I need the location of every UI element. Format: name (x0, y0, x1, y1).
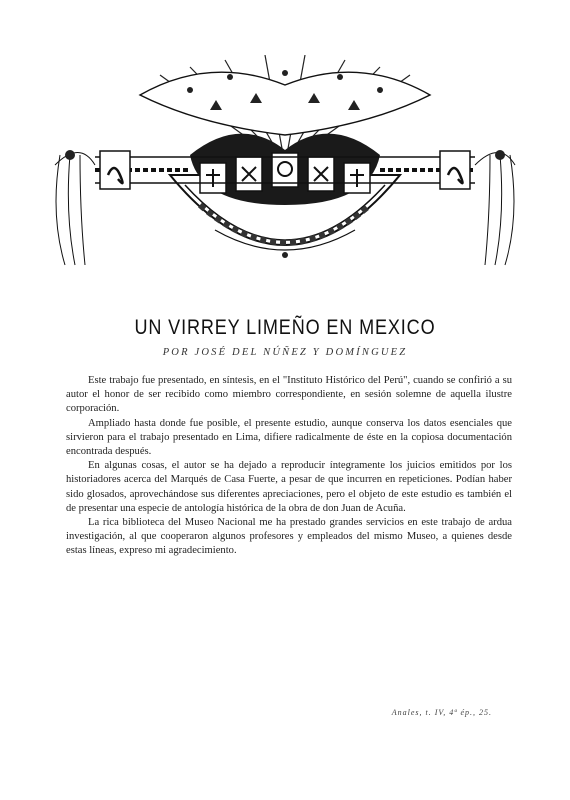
paragraph: Ampliado hasta donde fue posible, el presente estudio, aunque conserva los datos esenciales que sirvieron para el trabajo presentado en Lima, difiere radicalmente de éste en la copiosa documentación encontrada después. (66, 417, 512, 458)
article-title: UN VIRREY LIMEÑO EN MEXICO (134, 316, 436, 339)
article-body (66, 374, 512, 559)
paragraph: La rica biblioteca del Museo Nacional me ha prestado grandes servicios en este trabajo de ardua investigación, al que cooperaron algunos profesores y empleados del mismo Museo, a quienes desde estas líneas, expreso mi agradecimiento. (66, 517, 512, 557)
article-byline: POR JOSÉ DEL NÚÑEZ Y DOMÍNGUEZ (162, 347, 408, 358)
paragraph: En algunas cosas, el autor se ha dejado a reproducir íntegramente los juicios emitidos por los historiadores acerca del Marqués de Casa Fuerte, a pesar de que incurren en repeticiones. Podían haber sido glosados, aprovechándose sus diferentes apreciaciones, pero el objeto de este estudio es también el de presentar una especie de antología histórica de la obra de don Juan de Acuña. (66, 460, 512, 514)
headpiece-ornament (40, 55, 530, 270)
paragraph: Este trabajo fue presentado, en síntesis, en el "Instituto Histórico del Perú", cuando se confirió a su autor el honor de ser recibido como miembro correspondiente, en sesión solemne de aquella ilustre corporación. (66, 375, 512, 415)
footer-reference: Anales, t. IV, 4ª ép., 25. (391, 708, 492, 717)
